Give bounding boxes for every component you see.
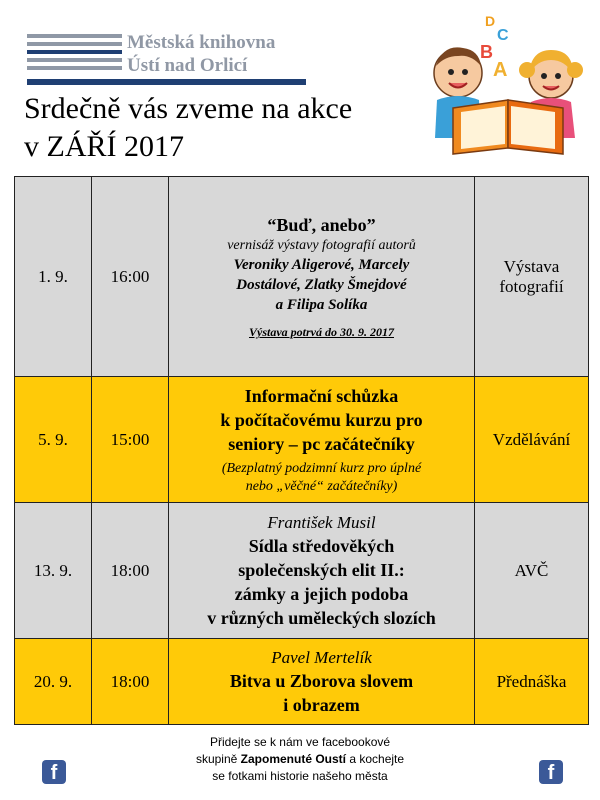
footer-text: skupině: [195, 752, 241, 766]
event-authors: Veroniky Aligerové, Marcely: [233, 257, 410, 273]
footer-line: Přidejte se k nám ve facebookové: [209, 735, 391, 749]
event-time: 18:00: [92, 639, 169, 725]
event-date: 5. 9.: [15, 377, 92, 503]
logo-bar: [27, 42, 122, 46]
letter-b: B: [480, 42, 493, 62]
event-type: [475, 177, 589, 377]
table-row: [15, 639, 589, 725]
event-description: [169, 177, 475, 377]
event-note: nebo „věčné“ začátečníky): [245, 478, 398, 494]
event-note: Výstava potrvá do 30. 9. 2017: [249, 325, 394, 339]
letter-d: D: [485, 13, 496, 29]
event-time: 15:00: [92, 377, 169, 503]
event-description: [169, 377, 475, 503]
facebook-group-name: Zapomenuté Oustí: [240, 752, 346, 766]
library-name-line2: Ústí nad Orlicí: [127, 55, 248, 76]
logo-bar: [27, 66, 122, 70]
event-author: Pavel Mertelík: [271, 647, 372, 667]
event-authors: a Filipa Solíka: [275, 297, 368, 313]
event-type-line: Výstava: [503, 256, 560, 276]
event-time: 18:00: [92, 503, 169, 639]
page-title: [24, 90, 352, 166]
logo-bar: [27, 50, 122, 54]
library-name-line1: Městská knihovna: [127, 32, 276, 53]
footer-text: a kochejte: [346, 752, 405, 766]
footer-line: se fotkami historie našeho města: [212, 769, 388, 783]
footer-line: [130, 751, 470, 768]
event-note: (Bezplatný podzimní kurz pro úplné: [221, 460, 422, 476]
event-date: 13. 9.: [15, 503, 92, 639]
kids-reading-illustration: [423, 8, 593, 158]
event-time: 16:00: [92, 177, 169, 377]
footer-facebook-invite: [130, 734, 470, 785]
event-title: společenských elit II.:: [238, 559, 405, 580]
event-subtitle: vernisáž výstavy fotografií autorů: [227, 238, 416, 253]
event-title: Bitva u Zborova slovem: [229, 670, 414, 691]
logo-underline: [27, 79, 306, 85]
event-title: seniory – pc začátečníky: [228, 433, 415, 454]
facebook-icon[interactable]: f: [539, 760, 563, 784]
page-title-line2: v ZÁŘÍ 2017: [24, 130, 184, 163]
event-date: 20. 9.: [15, 639, 92, 725]
logo-bar: [27, 58, 122, 62]
letter-c: C: [497, 27, 509, 44]
event-type: AVČ: [475, 503, 589, 639]
event-author: František Musil: [267, 512, 376, 532]
open-book: [453, 100, 563, 154]
event-type: Přednáška: [475, 639, 589, 725]
event-title: “Buď, anebo”: [267, 215, 376, 235]
letter-a: A: [493, 59, 508, 81]
table-row: [15, 503, 589, 639]
library-name: [127, 31, 275, 77]
table-row: [15, 377, 589, 503]
event-title: i obrazem: [283, 694, 360, 715]
event-title: v různých uměleckých slozích: [207, 607, 436, 628]
event-title: zámky a jejich podoba: [234, 583, 409, 604]
library-logo-bars: [27, 34, 122, 74]
page-title-line1: Srdečně vás zveme na akce: [24, 92, 353, 125]
facebook-icon[interactable]: f: [42, 760, 66, 784]
event-description: [169, 503, 475, 639]
event-title: Sídla středověkých: [248, 535, 395, 556]
logo-bar: [27, 34, 122, 38]
event-type: Vzdělávání: [475, 377, 589, 503]
event-title: Informační schůzka: [244, 385, 399, 406]
table-row: [15, 177, 589, 377]
event-title: k počítačovému kurzu pro: [220, 409, 423, 430]
event-date: 1. 9.: [15, 177, 92, 377]
event-authors: Dostálové, Zlatky Šmejdové: [236, 277, 407, 293]
events-table: [14, 176, 589, 725]
event-description: [169, 639, 475, 725]
event-type-line: fotografií: [499, 276, 564, 296]
